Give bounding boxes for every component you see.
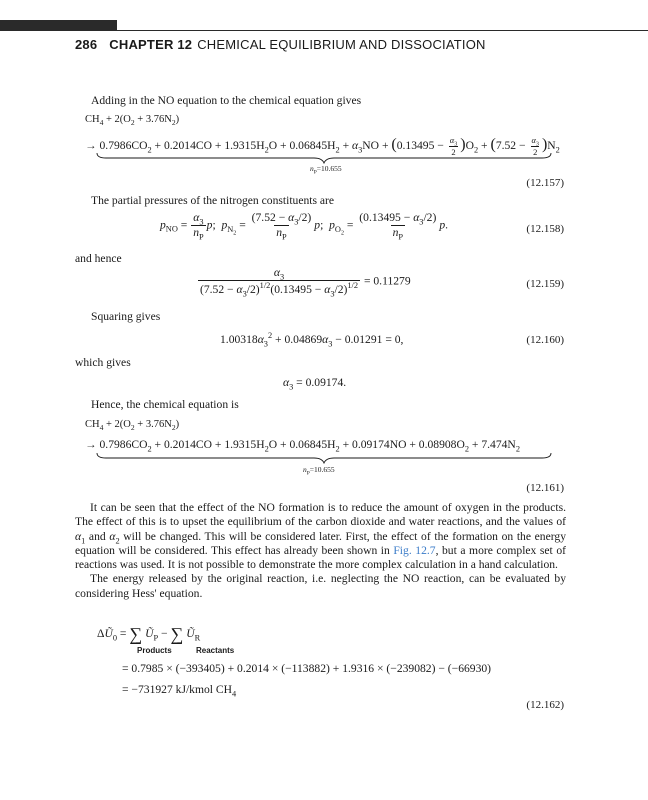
chapter-label: CHAPTER 12 <box>109 37 193 52</box>
equation-159: $\frac{\alpha_3}{(7.52 - \alpha_3/2)^{1/2}(0.13495 - \alpha_3/2)^{1/2}}$ = 0.11279 <box>200 266 411 299</box>
reactants-line-1: $CH_4 + 2(O_2 + 3.76N_2)$ <box>85 114 180 128</box>
products-line-1: → $0.7986CO_2 + 0.2014CO + 1.9315H_2O + 0.06845H_2 + \alpha_3NO + (0.13495$ − $\frac{\alpha_3}{2}$ )$O_2 + (7.52$ − $\frac{\alpha_3}{2}$ )$N_2$ <box>85 134 560 157</box>
header-rule <box>0 30 648 31</box>
paragraph-no-effect: It can be seen that the effect of the NO formation is to reduce the amount of oxygen in the products. The effect of this is to upset the equilibrium of the carbon dioxide and water reactions, and the values of $\alpha_1$ and $\alpha_2$ will be changed. This will be considered later. First, the effect of the formation on the energy equation will be considered. This effect has already been shown in Fig. 12.7, but a more complex set of reactions was used. It is not possible to demonstrate the more complex calculation in a hand calculation. <box>75 501 566 572</box>
underbrace-1 <box>96 152 552 164</box>
discussion-paragraphs <box>75 501 566 601</box>
equation-number-162: (12.162) <box>526 699 564 711</box>
equation-number-160: (12.160) <box>526 334 564 346</box>
page-header <box>75 37 486 52</box>
underbrace-2 <box>96 452 552 464</box>
products-sum-label: Products <box>137 646 172 655</box>
equation-160: $1.00318\alpha_3^2 + 0.04869\alpha_3 - 0.01291 = 0$, <box>220 331 404 349</box>
which-gives-text: which gives <box>75 356 131 369</box>
energy-equation-line-2: = 0.7985 × (−393405) + 0.2014 × (−113882) + 1.9316 × (−239082) − (−66930) <box>122 662 492 675</box>
and-hence-text: and hence <box>75 252 122 265</box>
alpha3-value: $\alpha_3 = 0.09174$. <box>283 376 347 392</box>
squaring-text: Squaring gives <box>91 310 161 323</box>
np-label-1: $n_P=10.655$ <box>310 164 342 176</box>
energy-equation-line-3: = −731927 kJ/kmol $CH_4$ <box>122 683 237 699</box>
reactants-line-2: $CH_4 + 2(O_2 + 3.76N_2)$ <box>85 419 180 433</box>
np-label-2: $n_P=10.655$ <box>303 465 335 477</box>
equation-number-157: (12.157) <box>526 177 564 189</box>
hence-equation-text: Hence, the chemical equation is <box>91 398 239 411</box>
equation-number-161: (12.161) <box>526 482 564 494</box>
equation-158: $p_{NO}$ = $\frac{\alpha_3}{n_P}$ p; $p_{N_2}$ = $\frac{(7.52 - \alpha_3/2)}{n_P}$ p; $p_{O_2}$ = $\frac{(0.13495 - \alpha_3/2)}{n_P}$ p. <box>160 211 449 242</box>
paragraph-hess: The energy released by the original reaction, i.e. neglecting the NO reaction, can be evaluated by considering Hess' equation. <box>75 572 566 600</box>
intro-text: Adding in the NO equation to the chemical equation gives <box>91 94 362 107</box>
reactants-sum-label: Reactants <box>196 646 235 655</box>
partial-pressures-text: The partial pressures of the nitrogen constituents are <box>91 194 335 207</box>
chapter-title: CHEMICAL EQUILIBRIUM AND DISSOCIATION <box>197 37 486 52</box>
page-number: 286 <box>75 37 98 52</box>
equation-number-159: (12.159) <box>526 278 564 290</box>
equation-number-158: (12.158) <box>526 223 564 235</box>
products-line-2: → $0.7986CO_2 + 0.2014CO + 1.9315H_2O + 0.06845H_2 + 0.09174NO + 0.08908O_2 + 7.474N_2$ <box>85 438 520 454</box>
energy-equation-line-1: $\Delta Ũ_0$ = ∑ $Ũ_P$ − ∑ $Ũ_R$ <box>97 624 201 644</box>
figure-link[interactable]: Fig. 12.7 <box>393 543 436 557</box>
